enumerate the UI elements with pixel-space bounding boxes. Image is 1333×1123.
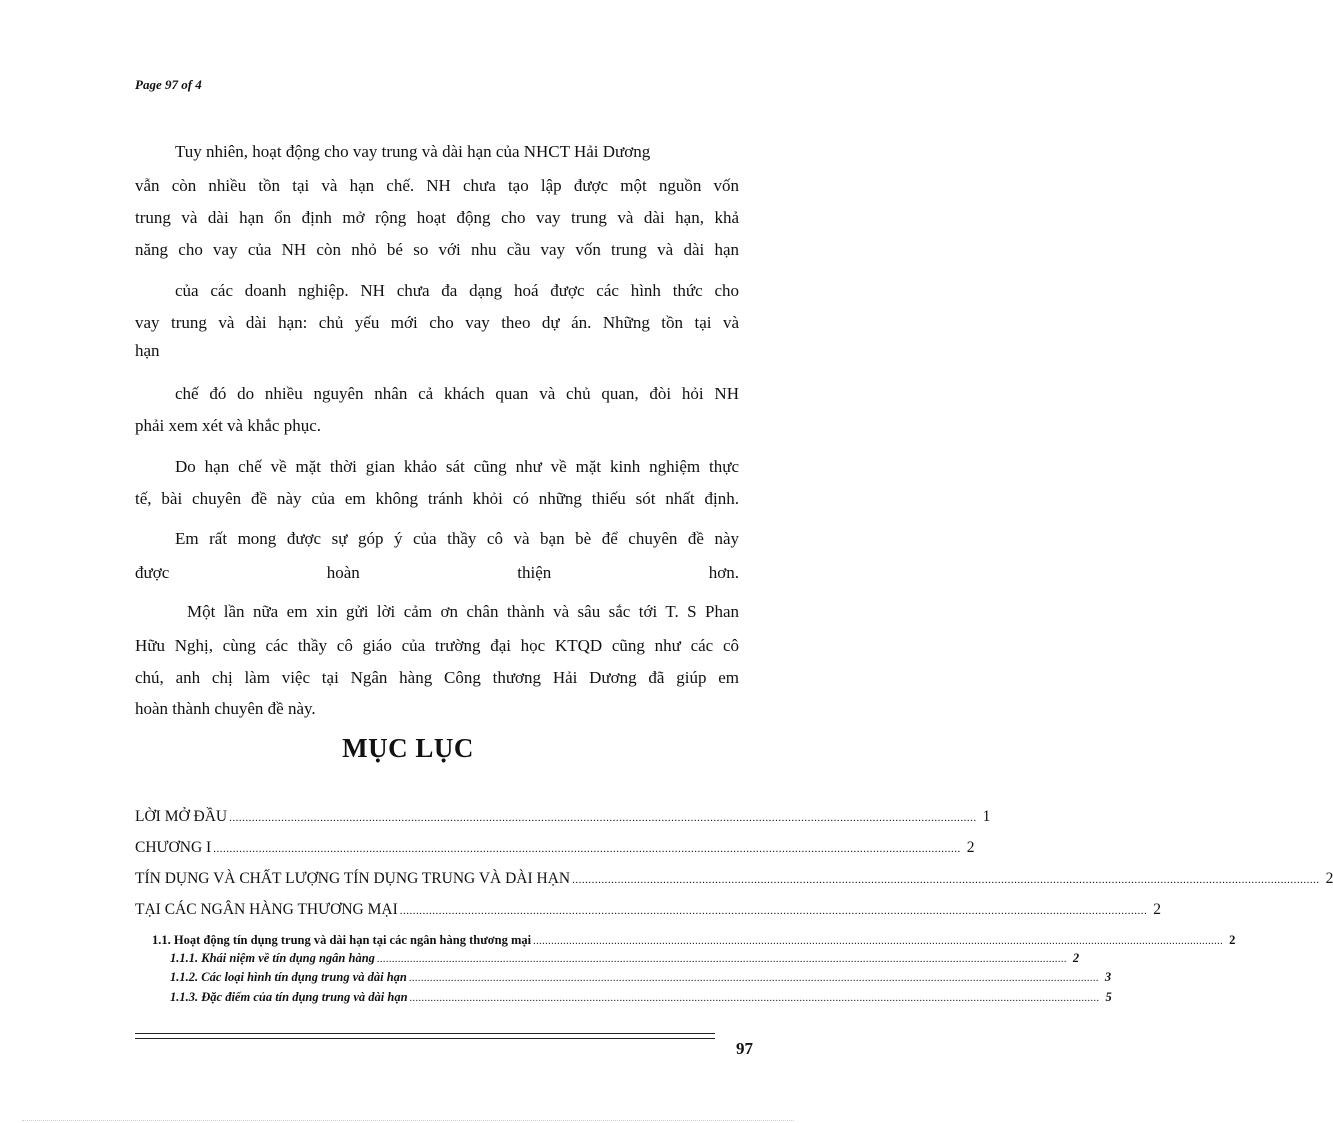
paragraph-6-line-4: hoàn thành chuyên đề này. [135,699,316,718]
toc-entry[interactable] [170,951,1080,966]
toc-entry-page: 2 [1325,870,1333,887]
paragraph-1-line-3: trung và dài hạn ổn định mở rộng hoạt động cho vay trung và dài hạn, khả [135,208,739,227]
page-header: Page 97 of 4 [135,77,202,92]
toc-leader: ...................................................................................................................................................................................................................................... [376,954,1067,965]
paragraph-1-line-1: Tuy nhiên, hoạt động cho vay trung và dài hạn của NHCT Hải Dương [175,142,651,161]
paragraph-5-line-2 [135,563,739,583]
toc-leader: ...................................................................................................................................................................................................................................... [409,993,1100,1004]
toc-entry-label: CHƯƠNG I [135,839,212,856]
paragraph-2-line-3: hạn [135,341,160,360]
toc-entry[interactable] [152,933,1236,948]
paragraph-6-line-3: chú, anh chị làm việc tại Ngân hàng Công thương Hải Dương đã giúp em [135,668,739,687]
toc-entry-page: 2 [1229,933,1236,947]
toc-title: MỤC LỤC [342,733,474,763]
toc-leader: ...................................................................................................................................................................................................................................... [213,843,961,855]
toc-entry-page: 3 [1104,970,1112,984]
toc-entry[interactable] [170,990,1112,1005]
footer-rule [135,1033,715,1039]
paragraph-6-line-1: Một lần nữa em xin gửi lời cảm ơn chân thành và sâu sắc tới T. S Phan [187,602,739,621]
toc-entry[interactable] [135,901,1161,919]
toc-entry[interactable] [135,839,975,857]
toc-entry[interactable] [135,808,991,826]
toc-leader: ...................................................................................................................................................................................................................................... [399,905,1148,917]
toc-entry-page: 2 [1072,951,1080,965]
toc-entry-label: TẠI CÁC NGÂN HÀNG THƯƠNG MẠI [135,901,398,918]
toc-entry-page: 2 [1153,901,1161,918]
page-number: 97 [736,1039,753,1058]
page-border [22,1120,794,1121]
toc-entry-label: 1.1.2. Các loại hình tín dụng trung và dài hạn [170,970,407,984]
toc-entry-label: LỜI MỞ ĐẦU [135,808,228,825]
toc-entry-label: 1.1.3. Đặc điểm của tín dụng trung và dài hạn [170,990,408,1004]
toc-leader: ...................................................................................................................................................................................................................................... [229,812,977,824]
paragraph-1-line-4: năng cho vay của NH còn nhỏ bé so với nhu cầu vay vốn trung và dài hạn [135,240,739,259]
toc-entry-label: 1.1.1. Khái niệm về tín dụng ngân hàng [170,951,375,965]
toc-leader: ...................................................................................................................................................................................................................................... [533,936,1224,947]
paragraph-3-line-2: phải xem xét và khắc phục. [135,416,321,435]
paragraph-2-line-2: vay trung và dài hạn: chủ yếu mới cho vay theo dự án. Những tồn tại và [135,313,739,332]
toc-entry-page: 1 [982,808,991,825]
word: thiện [517,563,552,582]
toc-entry-label: TÍN DỤNG VÀ CHẤT LƯỢNG TÍN DỤNG TRUNG VÀ DÀI HẠN [135,870,571,887]
toc-entry[interactable] [135,870,1333,888]
paragraph-3-line-1: chế đó do nhiều nguyên nhân cả khách quan và chủ quan, đòi hỏi NH [175,384,739,403]
paragraph-6-line-2: Hữu Nghị, cùng các thầy cô giáo của trường đại học KTQD cũng như các cô [135,636,739,655]
paragraph-2-line-1: của các doanh nghiệp. NH chưa đa dạng hoá được các hình thức cho [175,281,739,300]
paragraph-4-line-2: tế, bài chuyên đề này của em không tránh khỏi có những thiếu sót nhất định. [135,489,739,508]
toc-entry-label: 1.1. Hoạt động tín dụng trung và dài hạn tại các ngân hàng thương mại [152,933,532,947]
paragraph-4-line-1: Do hạn chế về mặt thời gian khảo sát cũng như về mặt kinh nghiệm thực [175,457,739,476]
toc-leader: ...................................................................................................................................................................................................................................... [572,874,1320,886]
word: hoàn [326,563,360,582]
toc-entry-page: 5 [1105,990,1112,1004]
toc-leader: ...................................................................................................................................................................................................................................... [408,973,1099,984]
word: hơn. [708,563,739,582]
paragraph-5-line-1: Em rất mong được sự góp ý của thầy cô và bạn bè để chuyên đề này [175,529,739,548]
toc-entry[interactable] [170,970,1112,985]
paragraph-1-line-2: vẫn còn nhiều tồn tại và hạn chế. NH chưa tạo lập được một nguồn vốn [135,176,739,195]
toc-entry-page: 2 [966,839,975,856]
word: được [135,563,170,582]
